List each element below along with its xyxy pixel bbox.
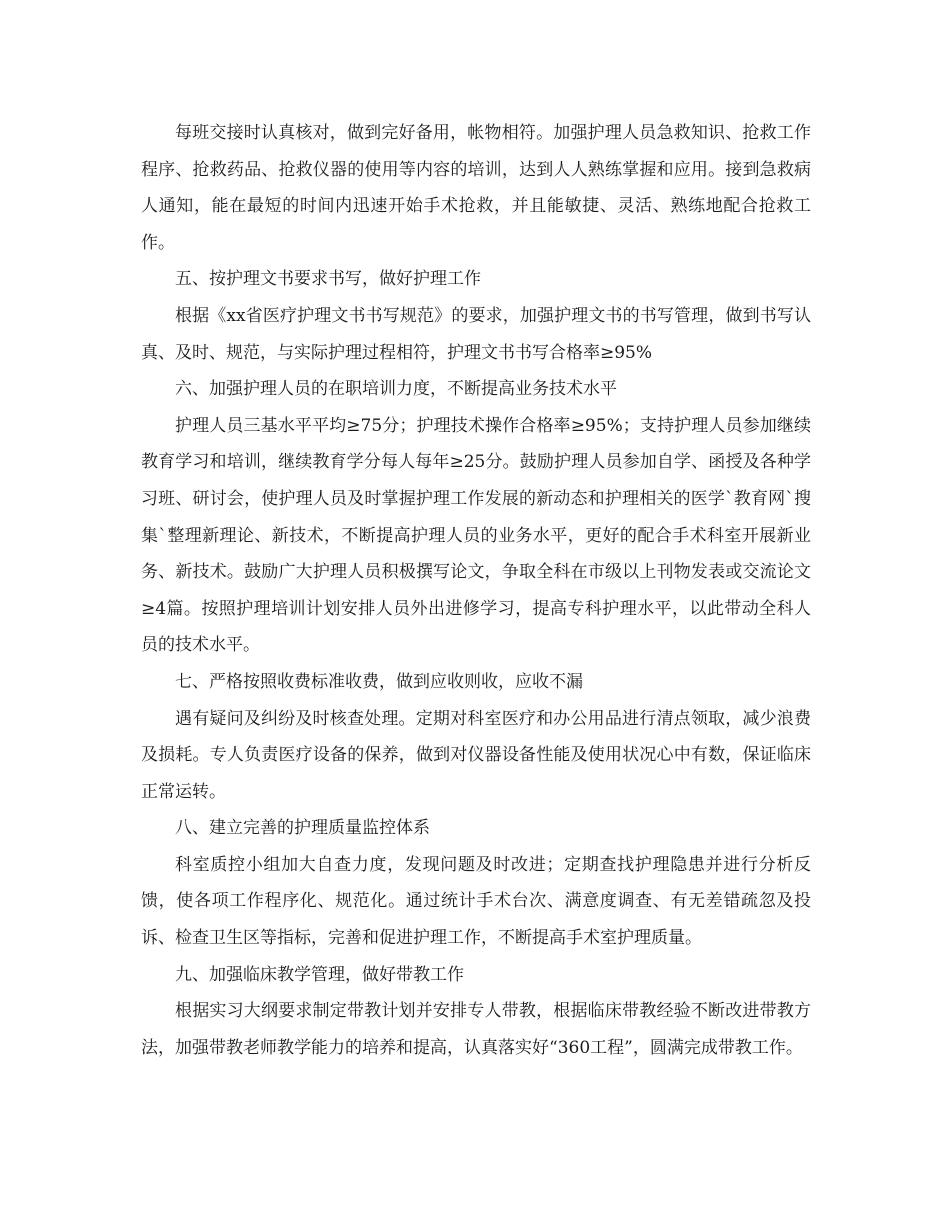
heading-section-8: 八、建立完善的护理质量监控体系: [175, 818, 430, 839]
heading-section-9: 九、加强临床教学管理，做好带教工作: [175, 964, 464, 985]
paragraph-staff-training: 护理人员三基水平平均≥75分；护理技术操作合格率≥95%；支持护理人员参加继续教育学习和培训，继续教育学分每人每年≥25分。鼓励护理人员参加自学、函授及各种学习班、研讨会，使护理人员及时掌握护理工作发展的新动态和护理相关的医学`教育网`搜集`整理新理论、新技术，不断提高护理人员的业务水平，更好的配合手术科室开展新业务、新技术。鼓励广大护理人员积极撰写论文，争取全科在市级以上刊物发表或交流论文≥4篇。按照护理培训计划安排人员外出进修学习，提高专科护理水平，以此带动全科人员的技术水平。: [141, 415, 811, 656]
document-body: [141, 115, 811, 1066]
paragraph-nursing-documents: 根据《xx省医疗护理文书书写规范》的要求，加强护理文书的书写管理，做到书写认真、及时、规范，与实际护理过程相符，护理文书书写合格率≥95%: [141, 305, 811, 363]
paragraph-billing: 遇有疑问及纠纷及时核查处理。定期对科室医疗和办公用品进行清点领取，减少浪费及损耗。专人负责医疗设备的保养，做到对仪器设备性能及使用状况心中有数，保证临床正常运转。: [141, 708, 811, 802]
paragraph-clinical-teaching: 根据实习大纲要求制定带教计划并安排专人带教，根据临床带教经验不断改进带教方法，加强带教老师教学能力的培养和提高，认真落实好“360工程”，圆满完成带教工作。: [141, 1001, 811, 1058]
heading-section-7: 七、严格按照收费标准收费，做到应收则收，应收不漏: [175, 671, 583, 692]
heading-section-6: 六、加强护理人员的在职培训力度，不断提高业务技术水平: [175, 379, 617, 400]
paragraph-quality-control: 科室质控小组加大自查力度，发现问题及时改进；定期查找护理隐患并进行分析反馈，使各项工作程序化、规范化。通过统计手术台次、满意度调查、有无差错疏忽及投诉、检查卫生区等指标，完善和促进护理工作，不断提高手术室护理质量。: [141, 854, 811, 949]
paragraph-emergency-readiness: 每班交接时认真核对，做到完好备用，帐物相符。加强护理人员急救知识、抢救工作程序、抢救药品、抢救仪器的使用等内容的培训，达到人人熟练掌握和应用。接到急救病人通知，能在最短的时间内迅速开始手术抢救，并且能敏捷、灵活、熟练地配合抢救工作。: [141, 123, 811, 253]
heading-section-5: 五、按护理文书要求书写，做好护理工作: [175, 269, 481, 290]
